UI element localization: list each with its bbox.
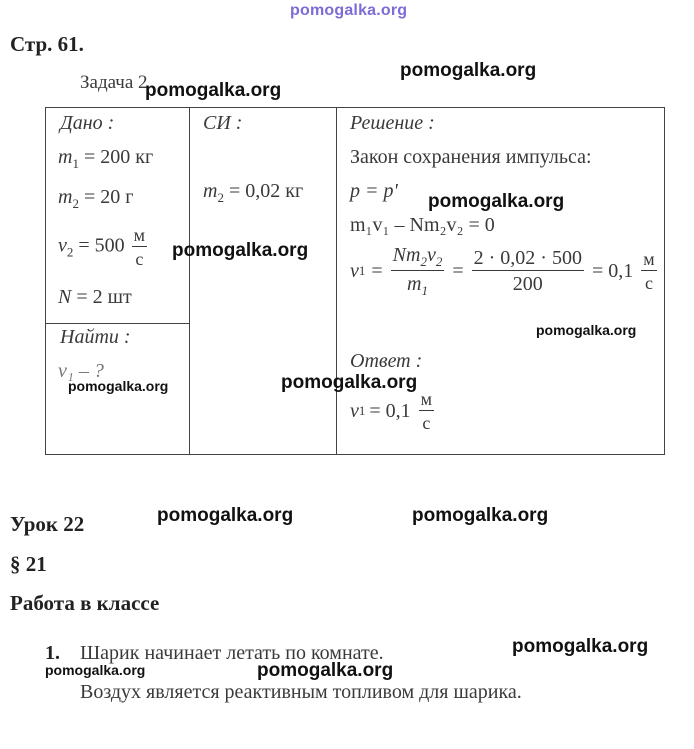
watermark: pomogalka.org xyxy=(68,378,169,394)
table-right-border xyxy=(664,107,665,455)
item-1-number: 1. xyxy=(45,642,60,664)
watermark: pomogalka.org xyxy=(536,322,637,338)
equation-momentum: p = p' xyxy=(350,180,398,202)
equation-calculation: v 1 = $\frac{Nm_2v_2}{m_1}$ = $\frac{2 \cdot 0,02 \cdot 500}{200}$ = 0,1 $\frac{м}{с}$ xyxy=(350,244,655,298)
watermark: pomogalka.org xyxy=(157,505,294,526)
watermark: pomogalka.org xyxy=(45,662,146,678)
watermark: pomogalka.org xyxy=(281,372,418,393)
table-top-border xyxy=(45,107,665,108)
table-bottom-border xyxy=(45,454,665,455)
answer-header: Ответ : xyxy=(350,350,423,372)
watermark: pomogalka.org xyxy=(172,240,309,261)
table-left-border xyxy=(45,107,46,455)
unit-fraction-answer: $\frac{м}{с}$ xyxy=(420,389,433,433)
find-value: v₁ – ? xyxy=(58,360,104,382)
watermark: pomogalka.org xyxy=(512,636,649,657)
given-header: Дано : xyxy=(60,112,115,134)
given-m1: $m_1 = 200$ кг xyxy=(58,146,154,171)
numeric-fraction: $\frac{2 \cdot 0,02 \cdot 500}{200}$ xyxy=(473,247,582,295)
solution-header: Решение : xyxy=(350,112,435,134)
class-work-heading: Работа в классе xyxy=(10,591,160,615)
given-n: N = 2 шт xyxy=(58,286,132,308)
table-divider-2 xyxy=(336,107,337,455)
given-find-divider xyxy=(45,323,190,324)
equation-balance: m₁v₁ – Nm₂v₂ = 0 xyxy=(350,214,495,236)
item-1-line-1: Шарик начинает летать по комнате. xyxy=(80,642,384,664)
given-v2: $v_2 = 500$ $\frac{м}{с}$ xyxy=(58,225,146,269)
table-divider-1 xyxy=(189,107,190,455)
paragraph-number: § 21 xyxy=(10,552,47,576)
unit-fraction-v2: $\frac{м}{с}$ xyxy=(133,225,146,269)
si-header: СИ : xyxy=(203,112,243,134)
si-m2: $m_2 = 0,02$ кг xyxy=(203,180,304,205)
watermark: pomogalka.org xyxy=(428,191,565,212)
task-label: Задача 2 xyxy=(80,72,148,93)
answer-value: v 1 = 0,1 $\frac{м}{с}$ xyxy=(350,389,433,433)
item-1-line-2: Воздух является реактивным топливом для шарика. xyxy=(80,681,522,703)
top-watermark[interactable]: pomogalka.org xyxy=(290,2,408,19)
watermark: pomogalka.org xyxy=(145,80,282,101)
symbolic-fraction: $\frac{Nm_2v_2}{m_1}$ xyxy=(392,244,443,298)
watermark: pomogalka.org xyxy=(412,505,549,526)
watermark: pomogalka.org xyxy=(257,660,394,681)
find-header: Найти : xyxy=(60,326,131,348)
lesson-title: Урок 22 xyxy=(10,512,85,536)
law-text: Закон сохранения импульса: xyxy=(350,146,592,168)
unit-fraction-result: $\frac{м}{с}$ xyxy=(643,249,655,293)
watermark: pomogalka.org xyxy=(400,60,537,81)
page-label: Стр. 61. xyxy=(10,32,84,56)
given-m2: $m_2 = 20$ г xyxy=(58,186,134,211)
